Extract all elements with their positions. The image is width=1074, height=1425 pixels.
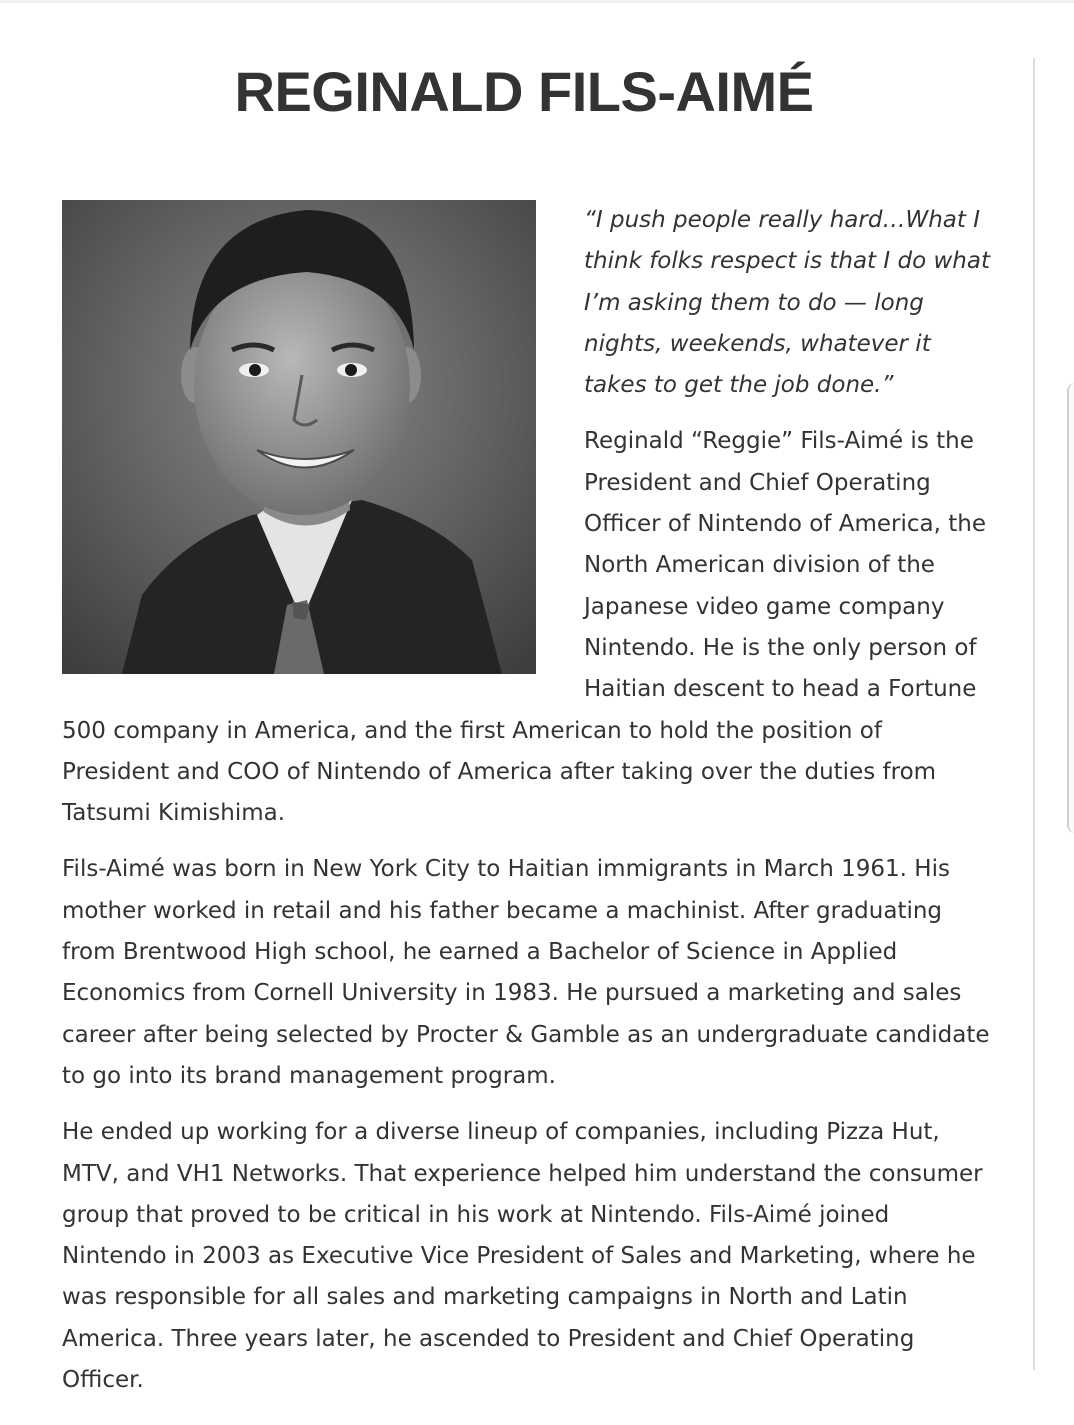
paragraph-career: He ended up working for a diverse lineup of companies, including Pizza Hut, MTV, and VH1 Networks. That experience helped him understand the consumer group that proved to be critical in his work at Nintendo. Fils-Aimé joined Nintendo in 2003 as Executive Vice President of Sales and Marketing, where he was responsible for all sales and marketing campaigns in North and Latin America. Three years later, he ascended to President and Chief Operating Officer. (62, 1119, 983, 1394)
content-divider (1033, 58, 1035, 1370)
portrait-photo (62, 200, 536, 674)
pull-quote: “I push people really hard…What I think folks respect is that I do what I’m asking them to do — long nights, weekends, whatever it takes to get the job done.” (584, 207, 990, 399)
scrollbar-handle[interactable] (1067, 383, 1074, 833)
paragraph-early-life: Fils-Aimé was born in New York City to Haitian immigrants in March 1961. His mother worked in retail and his father became a machinist. After graduating from Brentwood High school, he earned a Bachelor of Science in Applied Economics from Cornell University in 1983. He pursued a marketing and sales career after being selected by Procter & Gamble as an undergraduate candidate to go into its brand management program. (62, 856, 990, 1089)
top-border (0, 0, 1074, 3)
article-body (62, 200, 992, 1416)
paragraph-intro: Reginald “Reggie” Fils-Aimé is the President and Chief Operating Officer of Nintendo of America, the North American division of the Japanese video game company Nintendo. He is the only person of Haitian descent to head a Fortune 500 company in America, and the first American to hold the position of President and COO of Nintendo of America after taking over the duties from Tatsumi Kimishima. (62, 428, 987, 827)
page-title: REGINALD FILS-AIMÉ (234, 60, 814, 123)
